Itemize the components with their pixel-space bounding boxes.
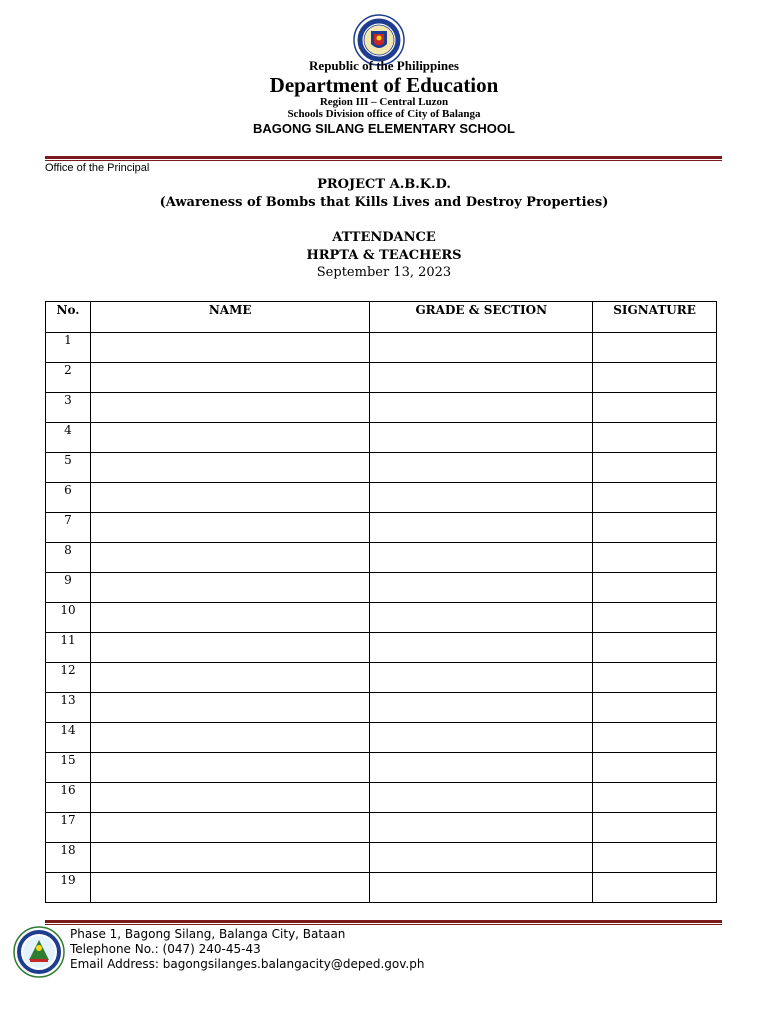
signature-cell[interactable] [593,813,717,843]
column-header-signature: SIGNATURE [593,302,717,333]
school-name: BAGONG SILANG ELEMENTARY SCHOOL [253,121,515,136]
grade-section-cell[interactable] [370,813,593,843]
row-number: 18 [46,843,91,873]
row-number: 19 [46,873,91,903]
name-cell[interactable] [90,423,369,453]
name-cell[interactable] [90,543,369,573]
grade-section-cell[interactable] [370,753,593,783]
grade-section-cell[interactable] [370,663,593,693]
name-cell[interactable] [90,363,369,393]
table-row [46,333,717,363]
grade-section-cell[interactable] [370,393,593,423]
row-number: 2 [46,363,91,393]
grade-section-cell[interactable] [370,603,593,633]
participants-title: HRPTA & TEACHERS [306,248,462,263]
table-row [46,843,717,873]
republic-heading: Republic of the Philippines [309,58,459,73]
table-row [46,483,717,513]
table-row [46,633,717,663]
table-row [46,693,717,723]
row-number: 13 [46,693,91,723]
row-number: 12 [46,663,91,693]
row-number: 10 [46,603,91,633]
name-cell[interactable] [90,783,369,813]
column-header-name: NAME [90,302,369,333]
name-cell[interactable] [90,483,369,513]
name-cell[interactable] [90,693,369,723]
name-cell[interactable] [90,663,369,693]
table-row [46,723,717,753]
signature-cell[interactable] [593,663,717,693]
table-row [46,663,717,693]
signature-cell[interactable] [593,783,717,813]
name-cell[interactable] [90,603,369,633]
attendance-title: ATTENDANCE [332,230,436,245]
signature-cell[interactable] [593,543,717,573]
header-divider [45,156,722,161]
row-number: 1 [46,333,91,363]
table-row [46,393,717,423]
signature-cell[interactable] [593,693,717,723]
signature-cell[interactable] [593,423,717,453]
grade-section-cell[interactable] [370,873,593,903]
row-number: 15 [46,753,91,783]
attendance-table [45,301,717,903]
name-cell[interactable] [90,633,369,663]
row-number: 6 [46,483,91,513]
name-cell[interactable] [90,393,369,423]
grade-section-cell[interactable] [370,723,593,753]
row-number: 3 [46,393,91,423]
table-row [46,513,717,543]
signature-cell[interactable] [593,723,717,753]
row-number: 5 [46,453,91,483]
table-row [46,453,717,483]
grade-section-cell[interactable] [370,633,593,663]
grade-section-cell[interactable] [370,483,593,513]
name-cell[interactable] [90,453,369,483]
project-title: PROJECT A.B.K.D. [317,177,451,192]
row-number: 9 [46,573,91,603]
table-row [46,363,717,393]
event-date: September 13, 2023 [316,265,452,280]
name-cell[interactable] [90,573,369,603]
table-header-row [46,302,717,333]
name-cell[interactable] [90,813,369,843]
footer-telephone: Telephone No.: (047) 240-45-43 [70,942,261,956]
table-row [46,783,717,813]
name-cell[interactable] [90,873,369,903]
column-header-no: No. [46,302,91,333]
signature-cell[interactable] [593,483,717,513]
grade-section-cell[interactable] [370,573,593,603]
row-number: 14 [46,723,91,753]
row-number: 7 [46,513,91,543]
signature-cell[interactable] [593,753,717,783]
signature-cell[interactable] [593,513,717,543]
column-header-grade-section: GRADE & SECTION [370,302,593,333]
signature-cell[interactable] [593,333,717,363]
name-cell[interactable] [90,753,369,783]
footer-address: Phase 1, Bagong Silang, Balanga City, Bataan [70,927,346,941]
row-number: 11 [46,633,91,663]
name-cell[interactable] [90,333,369,363]
name-cell[interactable] [90,843,369,873]
office-label: Office of the Principal [45,162,150,174]
signature-cell[interactable] [593,873,717,903]
name-cell[interactable] [90,723,369,753]
grade-section-cell[interactable] [370,843,593,873]
row-number: 8 [46,543,91,573]
grade-section-cell[interactable] [370,693,593,723]
grade-section-cell[interactable] [370,543,593,573]
footer-email: Email Address: bagongsilanges.balangacity@deped.gov.ph [70,957,425,971]
grade-section-cell[interactable] [370,423,593,453]
row-number: 4 [46,423,91,453]
table-row [46,603,717,633]
name-cell[interactable] [90,513,369,543]
division-line: Schools Division office of City of Balanga [287,108,481,120]
table-row [46,573,717,603]
signature-cell[interactable] [593,843,717,873]
table-row [46,873,717,903]
signature-cell[interactable] [593,453,717,483]
row-number: 16 [46,783,91,813]
table-row [46,423,717,453]
signature-cell[interactable] [593,393,717,423]
row-number: 17 [46,813,91,843]
table-row [46,813,717,843]
table-row [46,753,717,783]
signature-cell[interactable] [593,573,717,603]
department-heading: Department of Education [269,73,499,97]
footer-divider [45,920,722,925]
signature-cell[interactable] [593,633,717,663]
grade-section-cell[interactable] [370,333,593,363]
project-subtitle: (Awareness of Bombs that Kills Lives and Destroy Properties) [159,195,609,210]
grade-section-cell[interactable] [370,783,593,813]
school-seal-icon [13,926,65,978]
signature-cell[interactable] [593,363,717,393]
grade-section-cell[interactable] [370,363,593,393]
signature-cell[interactable] [593,603,717,633]
table-row [46,543,717,573]
region-line: Region III – Central Luzon [319,96,449,108]
grade-section-cell[interactable] [370,453,593,483]
grade-section-cell[interactable] [370,513,593,543]
